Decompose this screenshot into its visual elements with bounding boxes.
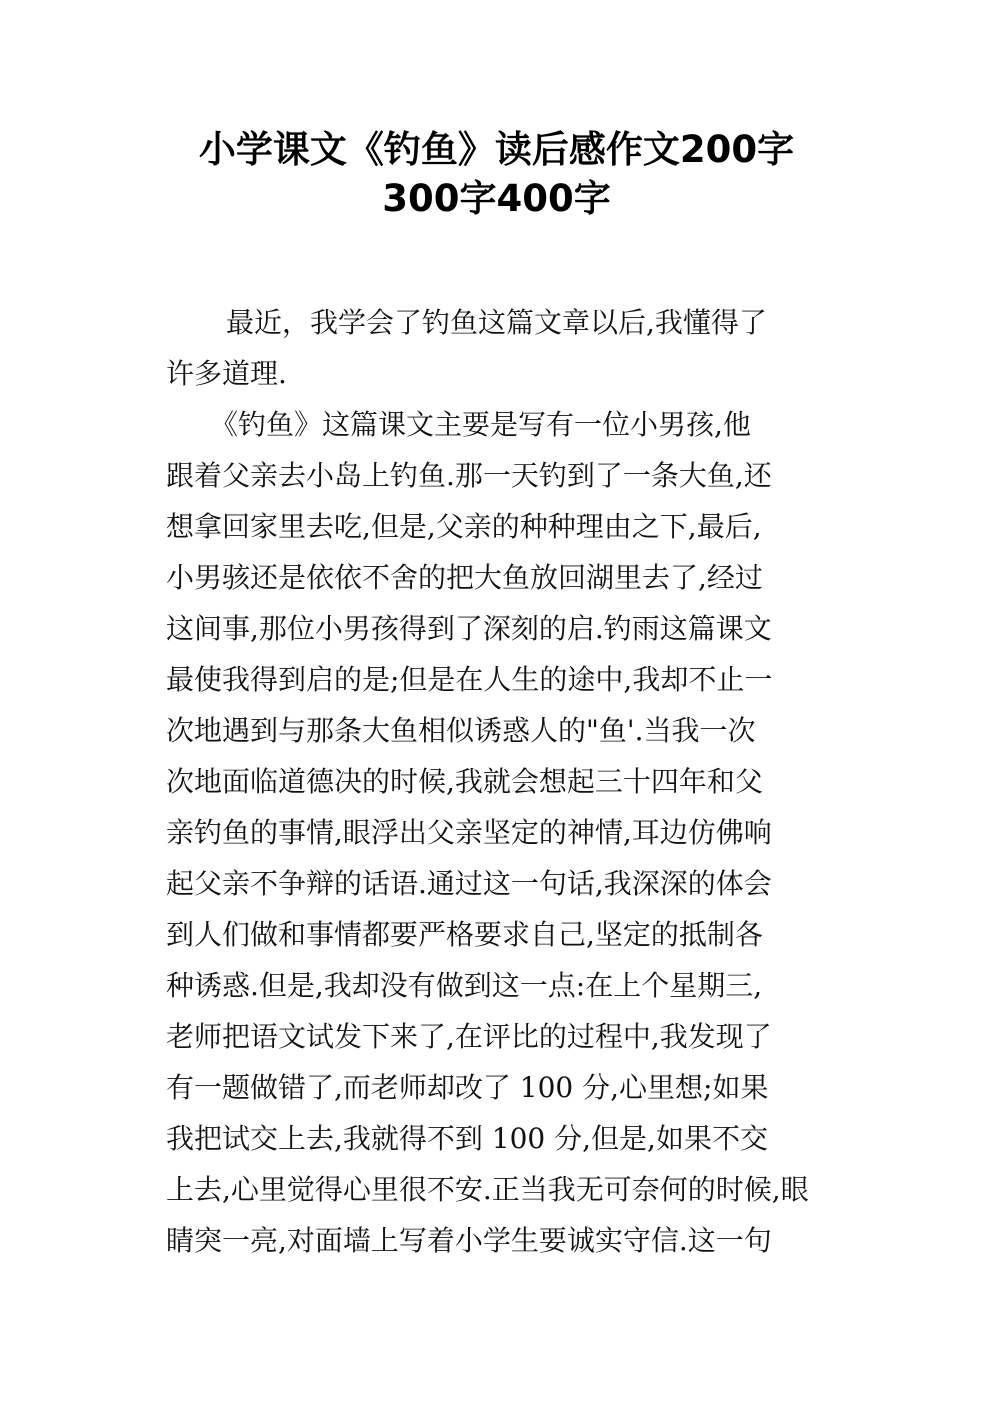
paragraph-line: 最使我得到启的是;但是在人生的途中,我却不止一 — [166, 663, 773, 696]
paragraph-line: 这间事,那位小男孩得到了深刻的启.钓雨这篇课文 — [166, 612, 772, 645]
document-title-line-1: 小学课文《钓鱼》读后感作文200字 — [198, 128, 795, 171]
paragraph-line: 种诱惑.但是,我却没有做到这一点:在上个星期三, — [166, 969, 763, 1002]
paragraph-line: 有一题做错了,而老师却改了 100 分,心里想;如果 — [166, 1071, 769, 1104]
paragraph-line: 次地遇到与那条大鱼相似诱惑人的"鱼'.当我一次 — [166, 714, 756, 747]
paragraph-line: 到人们做和事情都要严格要求自己,坚定的抵制各 — [166, 918, 763, 951]
paragraph-line: 老师把语文试发下来了,在评比的过程中,我发现了 — [166, 1020, 772, 1053]
paragraph-line: 最近，我学会了钓鱼这篇文章以后,我懂得了 — [226, 306, 767, 339]
paragraph-line: 亲钓鱼的事情,眼浮出父亲坚定的神情,耳边仿佛响 — [166, 816, 772, 849]
document-title-line-2: 300字400字 — [382, 177, 611, 220]
paragraph-line: 睛突一亮,对面墙上写着小学生要诚实守信.这一句 — [166, 1224, 772, 1257]
paragraph-line: 跟着父亲去小岛上钓鱼.那一天钓到了一条大鱼,还 — [166, 459, 772, 492]
paragraph-line: 想拿回家里去吃,但是,父亲的种种理由之下,最后, — [166, 510, 762, 543]
paragraph-line: 小男骇还是依依不舍的把大鱼放回湖里去了,经过 — [166, 561, 763, 594]
paragraph-line: 《钓鱼》这篇课文主要是写有一位小男孩,他 — [210, 408, 751, 441]
paragraph-line: 次地面临道德决的时候,我就会想起三十四年和父 — [166, 765, 763, 798]
paragraph-line: 我把试交上去,我就得不到 100 分,但是,如果不交 — [166, 1122, 768, 1155]
paragraph-line: 许多道理. — [166, 357, 287, 390]
paragraph-line: 起父亲不争辩的话语.通过这一句话,我深深的体会 — [166, 867, 772, 900]
paragraph-line: 上去,心里觉得心里很不安.正当我无可奈何的时候,眼 — [166, 1173, 809, 1206]
